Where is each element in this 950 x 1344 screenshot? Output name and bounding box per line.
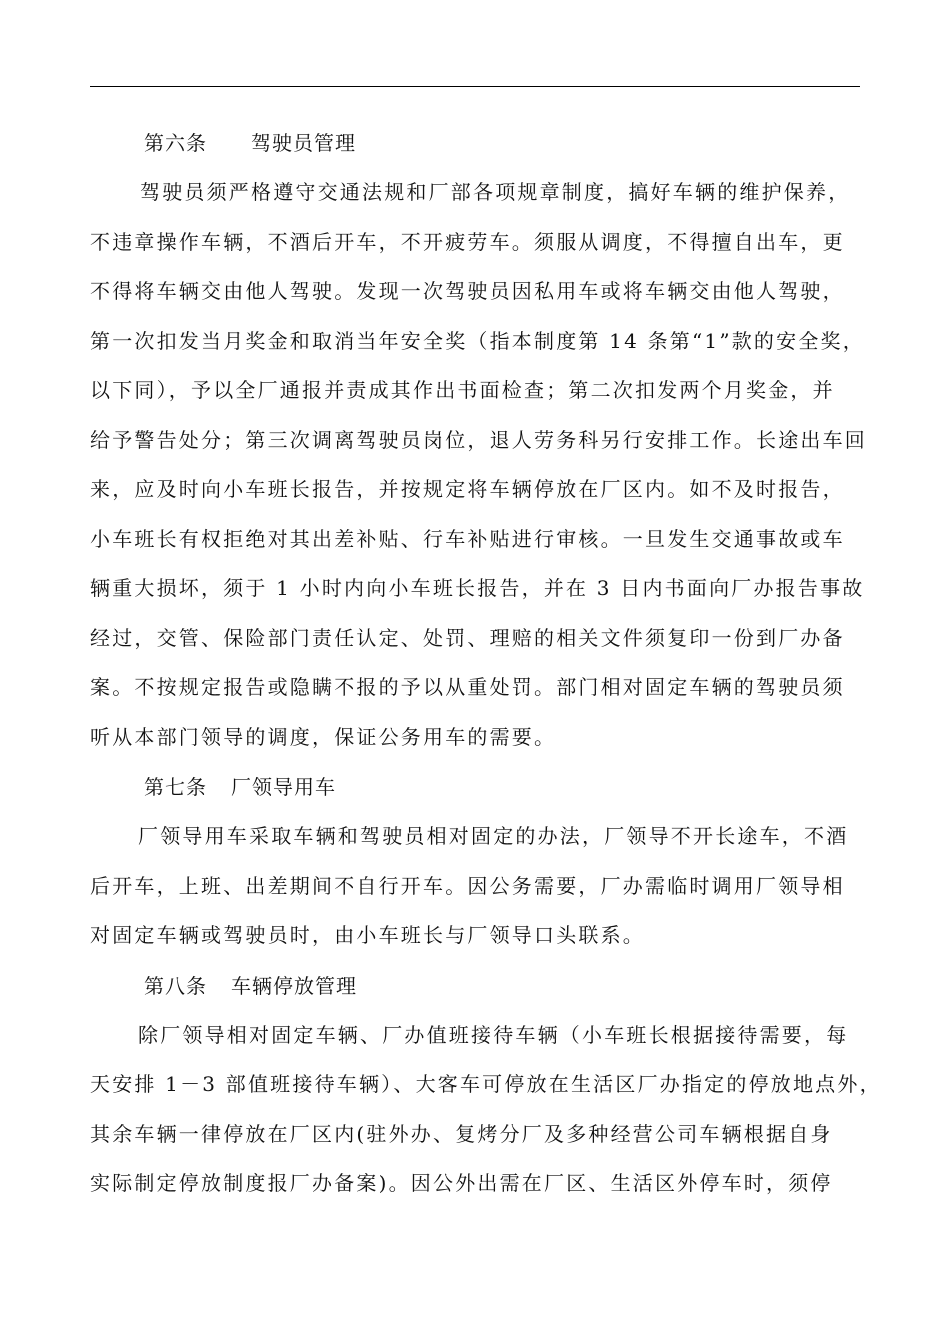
article-paragraph-8 xyxy=(90,1011,882,1209)
article-title: 厂领导用车 xyxy=(231,775,336,799)
paragraph-line: 对固定车辆或驾驶员时，由小车班长与厂领导口头联系。 xyxy=(90,923,645,947)
paragraph-line: 驾驶员须严格遵守交通法规和厂部各项规章制度，搞好车辆的维护保养， xyxy=(140,180,851,204)
paragraph-line: 给予警告处分；第三次调离驾驶员岗位，退人劳务科另行安排工作。长途出车回 xyxy=(90,427,867,452)
article-heading-7 xyxy=(90,762,865,812)
article-title: 车辆停放管理 xyxy=(231,973,357,998)
document-body xyxy=(90,118,882,1209)
paragraph-line: 经过，交管、保险部门责任认定、处罚、理赔的相关文件须复印一份到厂办备 xyxy=(90,625,845,650)
paragraph-line: 后开车，上班、出差期间不自行开车。因公务需要，厂办需临时调用厂领导相 xyxy=(90,873,845,898)
article-title: 驾驶员管理 xyxy=(251,131,356,155)
paragraph-line: 以下同），予以全厂通报并责成其作出书面检查；第二次扣发两个月奖金，并 xyxy=(90,378,835,402)
article-paragraph-6 xyxy=(90,168,865,762)
paragraph-line: 天安排 1－3 部值班接待车辆）、大客车可停放在生活区厂办指定的停放地点外， xyxy=(90,1072,882,1096)
article-number: 第六条 xyxy=(144,131,207,155)
paragraph-line: 来，应及时向小车班长报告，并按规定将车辆停放在厂区内。如不及时报告， xyxy=(90,477,845,501)
paragraph-line: 实际制定停放制度报厂办备案)。因公外出需在厂区、生活区外停车时，须停 xyxy=(90,1171,833,1195)
article-number: 第八条 xyxy=(144,973,207,998)
paragraph-line: 不得将车辆交由他人驾驶。发现一次驾驶员因私用车或将车辆交由他人驾驶， xyxy=(90,279,845,303)
article-heading-8 xyxy=(90,961,865,1011)
paragraph-line: 不违章操作车辆，不酒后开车，不开疲劳车。须服从调度，不得擅自出车，更 xyxy=(90,229,845,254)
paragraph-line: 小车班长有权拒绝对其出差补贴、行车补贴进行审核。一旦发生交通事故或车 xyxy=(90,526,845,551)
paragraph-line: 除厂领导相对固定车辆、厂办值班接待车辆（小车班长根据接待需要，每 xyxy=(138,1022,849,1047)
paragraph-line: 辆重大损坏，须于 1 小时内向小车班长报告，并在 3 日内书面向厂办报告事故 xyxy=(90,576,865,600)
paragraph-line: 厂领导用车采取车辆和驾驶员相对固定的办法，厂领导不开长途车，不酒 xyxy=(138,824,849,848)
article-heading-6 xyxy=(90,118,865,168)
paragraph-line: 案。不按规定报告或隐瞒不报的予以从重处罚。部门相对固定车辆的驾驶员须 xyxy=(90,675,845,699)
paragraph-line: 听从本部门领导的调度，保证公务用车的需要。 xyxy=(90,724,557,749)
article-number: 第七条 xyxy=(144,775,207,799)
paragraph-line: 第一次扣发当月奖金和取消当年安全奖（指本制度第 14 条第“1”款的安全奖， xyxy=(90,328,865,353)
paragraph-line: 其余车辆一律停放在厂区内(驻外办、复烤分厂及多种经营公司车辆根据自身 xyxy=(90,1121,833,1146)
header-rule xyxy=(90,86,860,87)
article-paragraph-7 xyxy=(90,812,865,961)
